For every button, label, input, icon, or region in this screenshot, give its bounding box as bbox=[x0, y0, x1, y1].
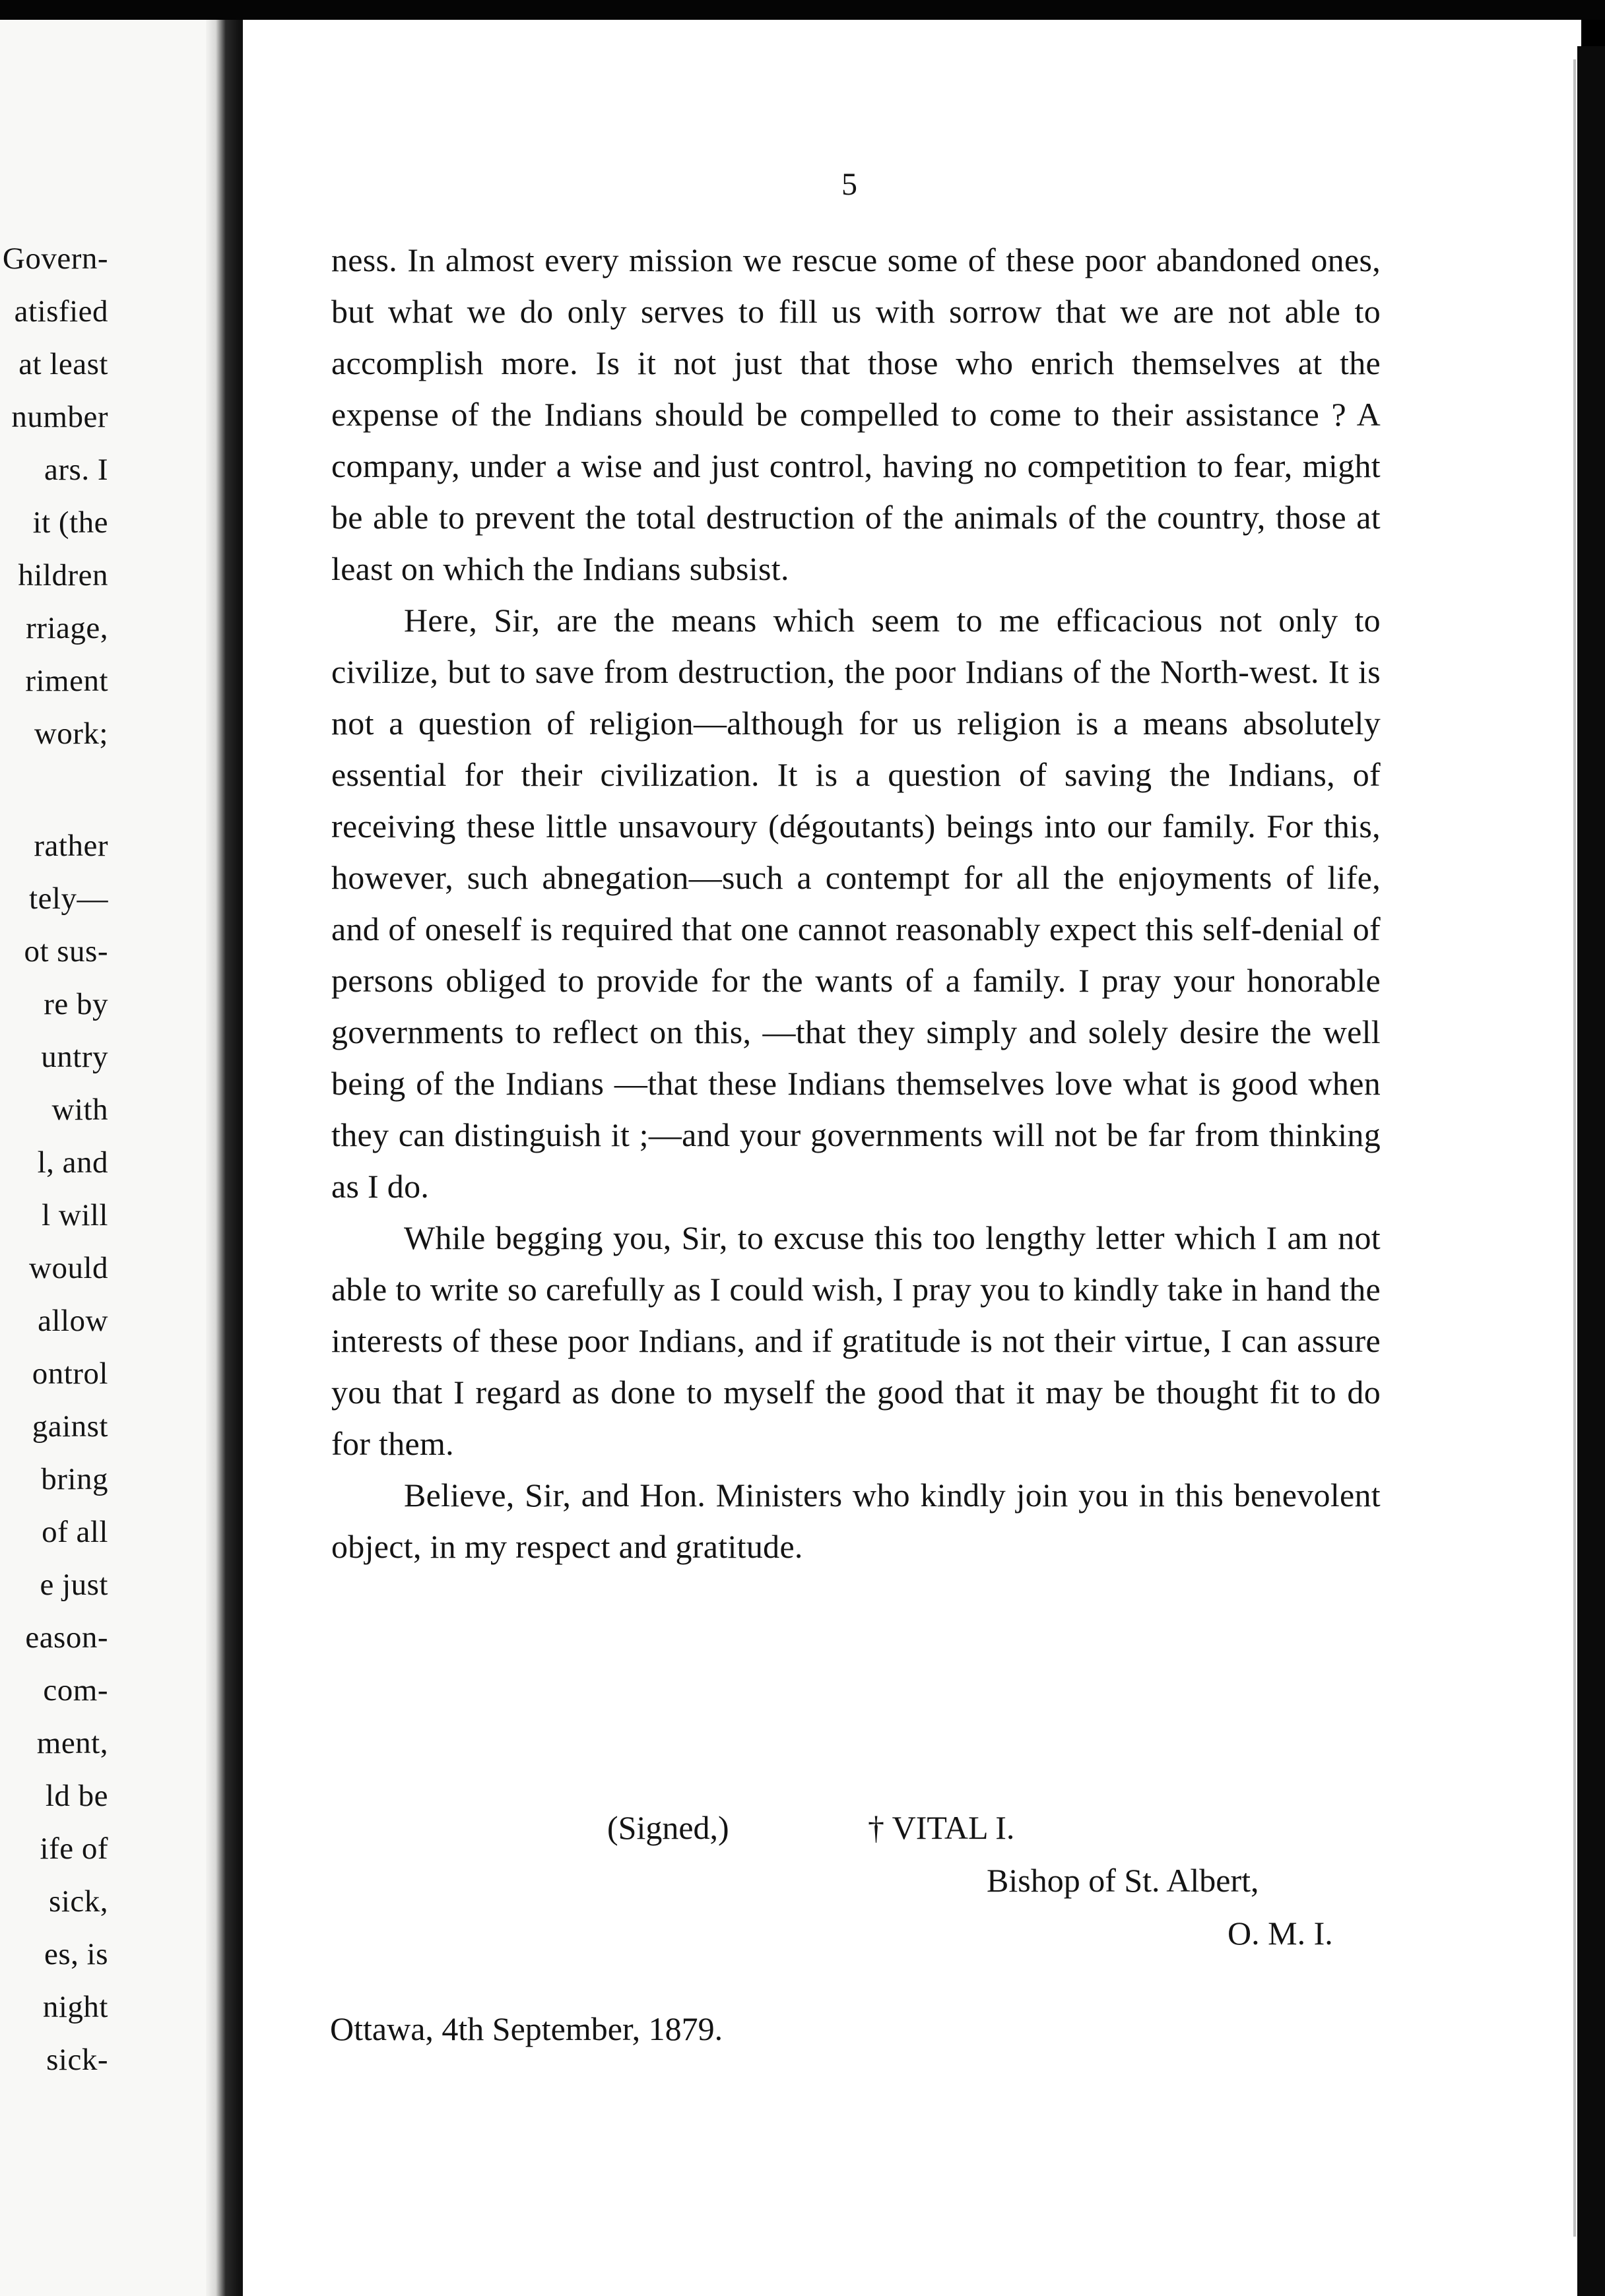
left-fragment: com- bbox=[43, 1673, 108, 1707]
left-fragment: would bbox=[29, 1251, 108, 1285]
left-fragment: ontrol bbox=[32, 1356, 108, 1391]
left-fragment: with bbox=[51, 1093, 108, 1127]
left-fragment: tely— bbox=[29, 881, 108, 916]
page-number: 5 bbox=[841, 167, 857, 202]
left-fragment: ife of bbox=[40, 1832, 108, 1866]
left-fragment: hildren bbox=[18, 558, 108, 592]
left-fragment: ars. I bbox=[44, 453, 108, 487]
left-fragment: ment, bbox=[36, 1726, 108, 1760]
page-edge-line bbox=[1573, 59, 1576, 2237]
left-fragment: gainst bbox=[32, 1409, 108, 1444]
paragraph-means: Here, Sir, are the means which seem to me efficacious not only to civilize, but to save from destruction, the poor Indians of the North-west. It is not a question of religion—although for us religion is a means absolutely essential for their civilization. It is a question of saving the Indians, of receiving these little unsavoury (dégoutants) beings into our family. For this, however, such abnegation—such a contempt for all the enjoyments of life, and of oneself is required that one cannot reasonably expect this self-denial of persons obliged to provide for the wants of a family. I pray your honorable governments to reflect on this, —that they simply and solely desire the well being of the Indians —that these Indians themselves love what is good when they can distinguish it ;—and your governments will not be far from thinking as I do. bbox=[331, 602, 1381, 1205]
left-fragment: rriage, bbox=[26, 611, 108, 645]
left-fragment: e just bbox=[40, 1568, 108, 1602]
book-gutter bbox=[206, 20, 239, 2296]
left-fragment: es, is bbox=[44, 1937, 108, 1971]
left-fragment: sick, bbox=[49, 1884, 108, 1919]
letter-body bbox=[331, 234, 1381, 1572]
left-fragment: at least bbox=[18, 347, 108, 381]
signature-order: O. M. I. bbox=[1228, 1915, 1333, 1952]
left-fragment: rather bbox=[34, 829, 108, 863]
paragraph-closing: Believe, Sir, and Hon. Ministers who kindly join you in this benevolent object, in my respect and gratitude. bbox=[331, 1477, 1381, 1565]
left-fragment: Govern- bbox=[2, 241, 108, 276]
left-fragment: eason- bbox=[25, 1620, 108, 1655]
left-fragment: number bbox=[11, 400, 108, 434]
left-fragment: ld be bbox=[45, 1779, 108, 1813]
left-fragment: l, and bbox=[37, 1145, 108, 1180]
left-fragment: riment bbox=[25, 664, 108, 698]
paragraph-continuation: ness. In almost every mission we rescue some of these poor abandoned ones, but what we do only serves to fill us with sorrow that we are not able to accomplish more. Is it not just that those who enrich themselves at the expense of the Indians should be compelled to come to their assistance ? A company, under a wise and just control, having no competition to fear, might be able to prevent the total destruction of the animals of the country, those at least on which the Indians subsist. bbox=[331, 241, 1381, 587]
left-page-margin bbox=[0, 20, 206, 2296]
left-fragment: untry bbox=[41, 1040, 108, 1074]
signature-title: Bishop of St. Albert, bbox=[987, 1862, 1259, 1899]
left-fragment: bring bbox=[41, 1462, 108, 1496]
left-fragment: allow bbox=[38, 1304, 108, 1338]
top-scan-border bbox=[0, 0, 1605, 20]
left-fragment: work; bbox=[34, 717, 108, 751]
left-fragment: ot sus- bbox=[24, 934, 108, 969]
left-fragment: l will bbox=[42, 1198, 108, 1232]
right-scan-border bbox=[1577, 46, 1605, 2296]
left-fragment: it (the bbox=[32, 505, 108, 540]
left-fragment: night bbox=[42, 1990, 108, 2024]
signature-name: † VITAL I. bbox=[868, 1809, 1015, 1846]
left-fragment: sick- bbox=[46, 2043, 108, 2077]
signed-label: (Signed,) bbox=[607, 1809, 729, 1846]
left-fragment: re by bbox=[44, 987, 108, 1021]
left-fragment: of all bbox=[42, 1515, 108, 1549]
left-fragment: atisfied bbox=[14, 294, 108, 329]
dateline: Ottawa, 4th September, 1879. bbox=[330, 2010, 723, 2047]
paragraph-request: While begging you, Sir, to excuse this too lengthy letter which I am not able to write so carefully as I could wish, I pray you to kindly take in hand the interests of these poor Indians, and if gratitude is not their virtue, I can assure you that I regard as done to myself the good that it may be thought fit to do for them. bbox=[331, 1219, 1381, 1462]
